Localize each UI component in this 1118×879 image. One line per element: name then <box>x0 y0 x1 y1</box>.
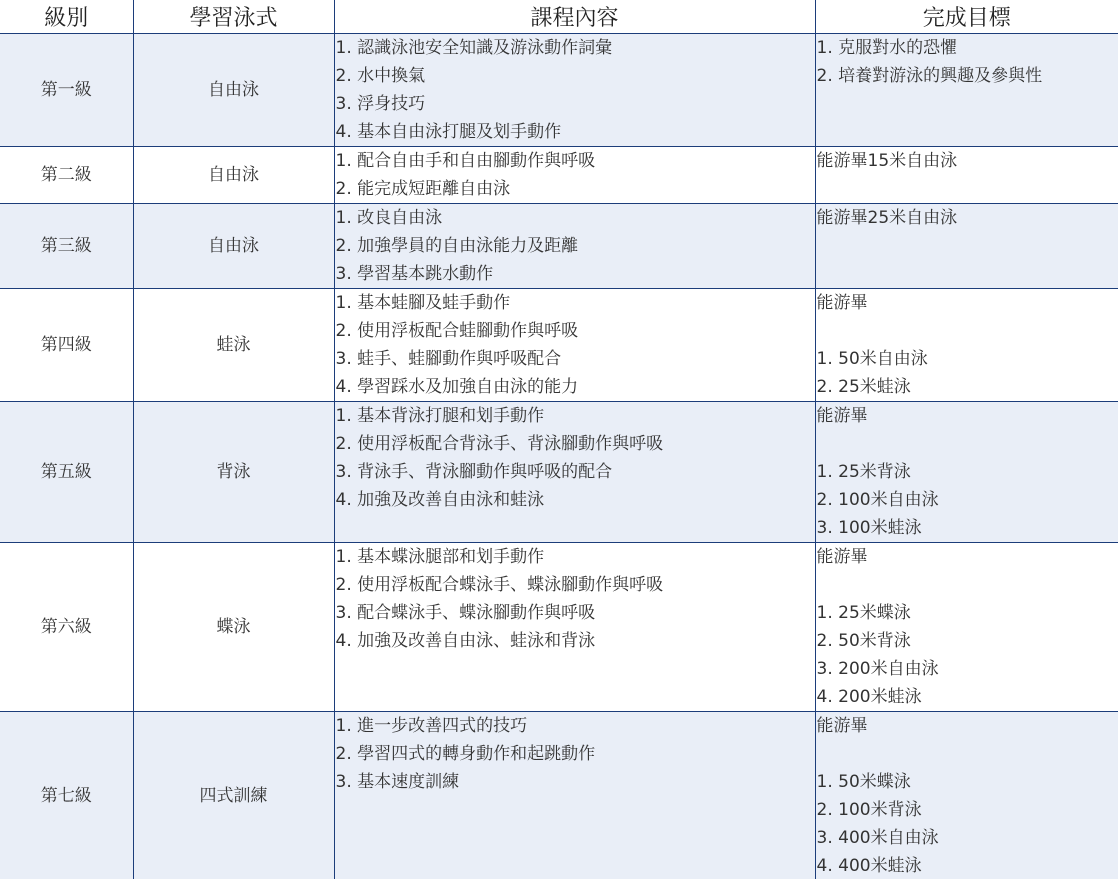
goal-item: 3. 100米蛙泳 <box>816 518 922 538</box>
goal-cell <box>815 147 1118 204</box>
goal-title: 能游畢 <box>816 547 868 567</box>
content-item: 3. 浮身技巧 <box>335 94 426 114</box>
goal-spacer <box>817 317 1118 345</box>
table-body <box>0 34 1118 879</box>
content-item: 1. 基本蝶泳腿部和划手動作 <box>335 547 545 567</box>
goal-item: 2. 25米蛙泳 <box>816 377 911 397</box>
content-item: 4. 加強及改善自由泳、蛙泳和背泳 <box>335 631 596 651</box>
content-cell <box>334 543 815 712</box>
content-item: 3. 蛙手、蛙腳動作與呼吸配合 <box>335 349 562 369</box>
goal-item: 3. 200米自由泳 <box>816 659 939 679</box>
level-cell: 第三級 <box>0 204 133 289</box>
goal-spacer <box>817 740 1118 768</box>
goal-cell <box>815 543 1118 712</box>
header-level: 級別 <box>0 0 133 34</box>
goal-cell <box>815 34 1118 147</box>
content-item: 2. 能完成短距離自由泳 <box>335 179 511 199</box>
header-row <box>0 0 1118 34</box>
goal-item: 1. 克服對水的恐懼 <box>816 38 958 58</box>
goal-cell <box>815 712 1118 879</box>
goal-cell <box>815 289 1118 402</box>
content-item: 2. 水中換氣 <box>335 66 426 86</box>
content-item: 3. 配合蝶泳手、蝶泳腳動作與呼吸 <box>335 603 596 623</box>
goal-item: 2. 培養對游泳的興趣及參與性 <box>816 66 1043 86</box>
goal-item: 4. 200米蛙泳 <box>816 687 922 707</box>
content-item: 2. 加強學員的自由泳能力及距離 <box>335 236 579 256</box>
goal-spacer <box>817 571 1118 599</box>
stroke-cell: 背泳 <box>133 402 334 543</box>
content-item: 4. 基本自由泳打腿及划手動作 <box>335 122 562 142</box>
content-item: 1. 認識泳池安全知識及游泳動作詞彙 <box>335 38 613 58</box>
table-row <box>0 204 1118 289</box>
content-cell <box>334 402 815 543</box>
level-cell: 第六級 <box>0 543 133 712</box>
goal-spacer <box>817 430 1118 458</box>
header-goal: 完成目標 <box>815 0 1118 34</box>
goal-item: 2. 50米背泳 <box>816 631 911 651</box>
goal-item: 1. 25米蝶泳 <box>816 603 911 623</box>
goal-title: 能游畢15米自由泳 <box>816 151 958 171</box>
content-item: 1. 基本背泳打腿和划手動作 <box>335 406 545 426</box>
goal-item: 1. 25米背泳 <box>816 462 911 482</box>
goal-item: 2. 100米背泳 <box>816 800 922 820</box>
stroke-cell: 自由泳 <box>133 204 334 289</box>
table-row <box>0 543 1118 712</box>
goal-item: 1. 50米蝶泳 <box>816 772 911 792</box>
content-cell <box>334 147 815 204</box>
table-header <box>0 0 1118 34</box>
stroke-cell: 自由泳 <box>133 34 334 147</box>
table-row <box>0 712 1118 879</box>
table-row <box>0 402 1118 543</box>
goal-cell <box>815 204 1118 289</box>
content-item: 1. 改良自由泳 <box>335 208 443 228</box>
header-content: 課程內容 <box>334 0 815 34</box>
table-row <box>0 147 1118 204</box>
content-item: 4. 學習踩水及加強自由泳的能力 <box>335 377 579 397</box>
stroke-cell: 自由泳 <box>133 147 334 204</box>
content-item: 1. 基本蛙腳及蛙手動作 <box>335 293 511 313</box>
content-item: 3. 基本速度訓練 <box>335 772 460 792</box>
content-item: 2. 學習四式的轉身動作和起跳動作 <box>335 744 596 764</box>
content-item: 4. 加強及改善自由泳和蛙泳 <box>335 490 545 510</box>
goal-item: 1. 50米自由泳 <box>816 349 928 369</box>
content-cell <box>334 34 815 147</box>
goal-item: 2. 100米自由泳 <box>816 490 939 510</box>
content-cell <box>334 204 815 289</box>
content-item: 3. 背泳手、背泳腳動作與呼吸的配合 <box>335 462 613 482</box>
stroke-cell: 蛙泳 <box>133 289 334 402</box>
content-item: 1. 配合自由手和自由腳動作與呼吸 <box>335 151 596 171</box>
goal-title: 能游畢 <box>816 406 868 426</box>
content-cell <box>334 289 815 402</box>
level-cell: 第四級 <box>0 289 133 402</box>
level-cell: 第五級 <box>0 402 133 543</box>
goal-title: 能游畢25米自由泳 <box>816 208 958 228</box>
level-cell: 第二級 <box>0 147 133 204</box>
content-item: 2. 使用浮板配合蛙腳動作與呼吸 <box>335 321 579 341</box>
table-row <box>0 289 1118 402</box>
content-item: 1. 進一步改善四式的技巧 <box>335 716 528 736</box>
stroke-cell: 蝶泳 <box>133 543 334 712</box>
header-stroke: 學習泳式 <box>133 0 334 34</box>
goal-title: 能游畢 <box>816 716 868 736</box>
content-item: 2. 使用浮板配合背泳手、背泳腳動作與呼吸 <box>335 434 664 454</box>
goal-cell <box>815 402 1118 543</box>
goal-title: 能游畢 <box>816 293 868 313</box>
stroke-cell: 四式訓練 <box>133 712 334 879</box>
goal-item: 4. 400米蛙泳 <box>816 856 922 876</box>
table-row <box>0 34 1118 147</box>
content-item: 3. 學習基本跳水動作 <box>335 264 494 284</box>
content-cell <box>334 712 815 879</box>
level-cell: 第七級 <box>0 712 133 879</box>
content-item: 2. 使用浮板配合蝶泳手、蝶泳腳動作與呼吸 <box>335 575 664 595</box>
level-cell: 第一級 <box>0 34 133 147</box>
goal-item: 3. 400米自由泳 <box>816 828 939 848</box>
